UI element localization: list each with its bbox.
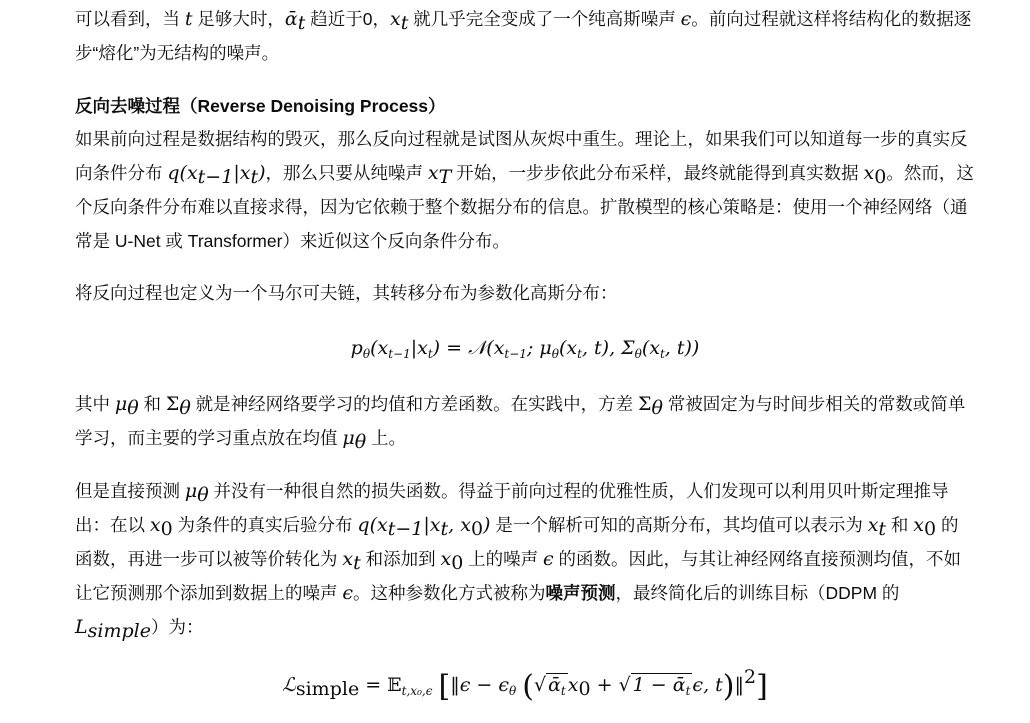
math: ‖ϵ − ϵ (450, 674, 509, 696)
paragraph-forward-summary (75, 2, 975, 70)
math-q: ) (483, 514, 491, 536)
text: 上的噪声 (463, 549, 544, 569)
math-sub: t (560, 684, 566, 698)
math-sub: t (440, 518, 449, 540)
math-sub: t−1 (197, 166, 234, 188)
math-sub: T (438, 166, 452, 188)
math-mu: μ (342, 427, 355, 449)
math-sub: t (685, 684, 691, 698)
section-heading: 反向去噪过程（Reverse Denoising Process） (75, 96, 446, 116)
math-sub: θ (127, 397, 139, 419)
math: 1 − ᾱ (632, 674, 686, 696)
text: ，最终简化后的训练目标（DDPM 的 (615, 583, 900, 603)
math-sub: simple (87, 620, 151, 642)
math-sub: t (577, 347, 582, 361)
text: 的函数。因此，与其让神经网络直接预测均值，不如让它预测那个添加到数据上的噪声 (75, 549, 962, 603)
math-bracket: ] (756, 669, 768, 704)
math-t: t (184, 8, 193, 30)
math-sub: θ (179, 397, 191, 419)
math-sub: t (250, 166, 259, 188)
math-sigma: Σ (638, 393, 652, 415)
text: 并没有一种很自然的损失函数。得益于前向过程的优雅性质，人们发现可以利用贝叶斯定理推导出：在以 (75, 481, 949, 535)
sqrt-arg (546, 673, 568, 696)
math: = 𝔼 (359, 674, 402, 696)
math-sub: 0 (924, 518, 937, 540)
text: 和 (886, 515, 914, 535)
text: 开始，一步步依此分布采样，最终就能得到真实数据 (451, 163, 864, 183)
math-q: ) (258, 162, 266, 184)
math-sub: 0 (470, 518, 484, 540)
math-sub: θ (197, 484, 209, 506)
math-sub: θ (651, 397, 663, 419)
math: (x (641, 337, 660, 359)
math: (x (558, 337, 578, 359)
math-sup: 2 (744, 666, 757, 688)
math-sub: t−1 (387, 518, 424, 540)
sqrt-sign: √ (533, 674, 547, 696)
math: ; μ (526, 337, 552, 359)
math-sub: t (878, 518, 887, 540)
math-x: x (427, 162, 439, 184)
math: ϵ, t (692, 674, 723, 696)
math-x: x (389, 8, 401, 30)
equation-reverse-transition (75, 330, 975, 366)
math: |x (410, 337, 428, 359)
math-alpha-bar: ᾱ (284, 8, 298, 30)
math-sub: t (297, 12, 306, 34)
text: 上。 (366, 428, 407, 448)
math-x: x (867, 514, 879, 536)
text: 是一个解析可知的高斯分布，其均值可以表示为 (490, 515, 868, 535)
math-sub: 0 (578, 678, 591, 700)
text: 但是直接预测 (75, 481, 185, 501)
math-bracket: [ (438, 669, 451, 704)
text: ）为： (150, 617, 204, 637)
math-mu: μ (114, 393, 128, 415)
math-sub: θ (354, 431, 367, 453)
math-q: , x (448, 514, 471, 536)
math: ‖ (734, 674, 744, 696)
math-epsilon: ϵ (680, 8, 692, 30)
math: ᾱ (548, 674, 561, 696)
math: , t)) (664, 337, 700, 359)
text: 和添加到 (360, 549, 441, 569)
math: x (567, 674, 579, 696)
text: 趋近于0， (305, 9, 390, 29)
math-mu: μ (184, 480, 198, 502)
math-sub: t−1 (504, 347, 527, 361)
math-sub: θ (634, 347, 642, 361)
text: 可以看到，当 (75, 9, 185, 29)
math-sub: t (659, 347, 665, 361)
text: 。这种参数化方式被称为 (353, 583, 546, 603)
paragraph-mean-variance (75, 387, 975, 455)
math: , t), Σ (581, 337, 635, 359)
math-paren: ( (522, 669, 534, 704)
math: + (590, 674, 619, 696)
text: 常被固定为与时间步相关的常数或简单学习，而主要的学习重点放在均值 (75, 394, 966, 448)
math-q: q(x (167, 162, 198, 184)
math-sub: 0 (451, 552, 464, 574)
sqrt-arg (631, 673, 693, 696)
math-q: |x (233, 162, 251, 184)
text: 为条件的真实后验分布 (172, 515, 358, 535)
math-sub: θ (551, 347, 559, 361)
math: ) = 𝒩(x (432, 337, 505, 359)
math-epsilon: ϵ (342, 582, 354, 604)
math-sub: t,x₀,ϵ (401, 684, 433, 698)
text: 就是神经网络要学习的均值和方差函数。在实践中，方差 (190, 394, 639, 414)
text: 。前向过程就这样将结构化的数据逐步“熔化”为无结构的噪声。 (75, 9, 972, 63)
math-sub: 0 (874, 166, 887, 188)
text: 和 (138, 394, 166, 414)
math-sub: t−1 (388, 347, 411, 361)
paragraph-noise-prediction (75, 474, 975, 644)
text: 。然而，这个反向条件分布难以直接求得，因为它依赖于整个数据分布的信息。扩散模型的核心策略是：使用一个神经网络（通常是 U-Net 或 Transformer）来近似这个反向条件分布。 (75, 163, 974, 251)
text: ，那么只要从纯噪声 (265, 163, 428, 183)
math: p (350, 337, 363, 359)
math-sub: t (400, 12, 409, 34)
math-x: x (149, 514, 161, 536)
bold-term: 噪声预测 (545, 583, 616, 603)
text: 其中 (75, 394, 115, 414)
math-x: x (440, 548, 452, 570)
paragraph-markov-chain: 将反向过程也定义为一个马尔可夫链，其转移分布为参数化高斯分布： (75, 283, 618, 303)
math-sub: 0 (160, 518, 173, 540)
math-sub: θ (362, 347, 371, 361)
text: 如果前向过程是数据结构的毁灭，那么反向过程就是试图从灰烬中重生。理论上，如果我们可以知道每一步的真实反向条件分布 (75, 129, 968, 183)
math-x: x (342, 548, 354, 570)
math-sigma: Σ (165, 393, 180, 415)
math-paren: ) (722, 669, 735, 704)
math-q: q(x (357, 514, 388, 536)
text: 的函数，再进一步可以被等价转化为 (75, 515, 959, 569)
equation-simple-loss (75, 660, 975, 712)
paragraph-reverse-intro (75, 122, 975, 258)
text: 就几乎完全变成了一个纯高斯噪声 (408, 9, 681, 29)
math-sub: t (353, 552, 361, 574)
math-epsilon: ϵ (543, 548, 554, 570)
text: 足够大时， (192, 9, 285, 29)
math: ℒ (282, 674, 296, 696)
math-L: L (75, 616, 88, 638)
math-sub: t (427, 347, 433, 361)
math-sub: θ (508, 684, 517, 698)
sqrt-sign: √ (618, 674, 631, 696)
math: (x (370, 337, 389, 359)
math-sub: simple (295, 678, 360, 700)
math-x: x (913, 514, 924, 536)
math-x: x (863, 162, 875, 184)
math-q: |x (423, 514, 441, 536)
